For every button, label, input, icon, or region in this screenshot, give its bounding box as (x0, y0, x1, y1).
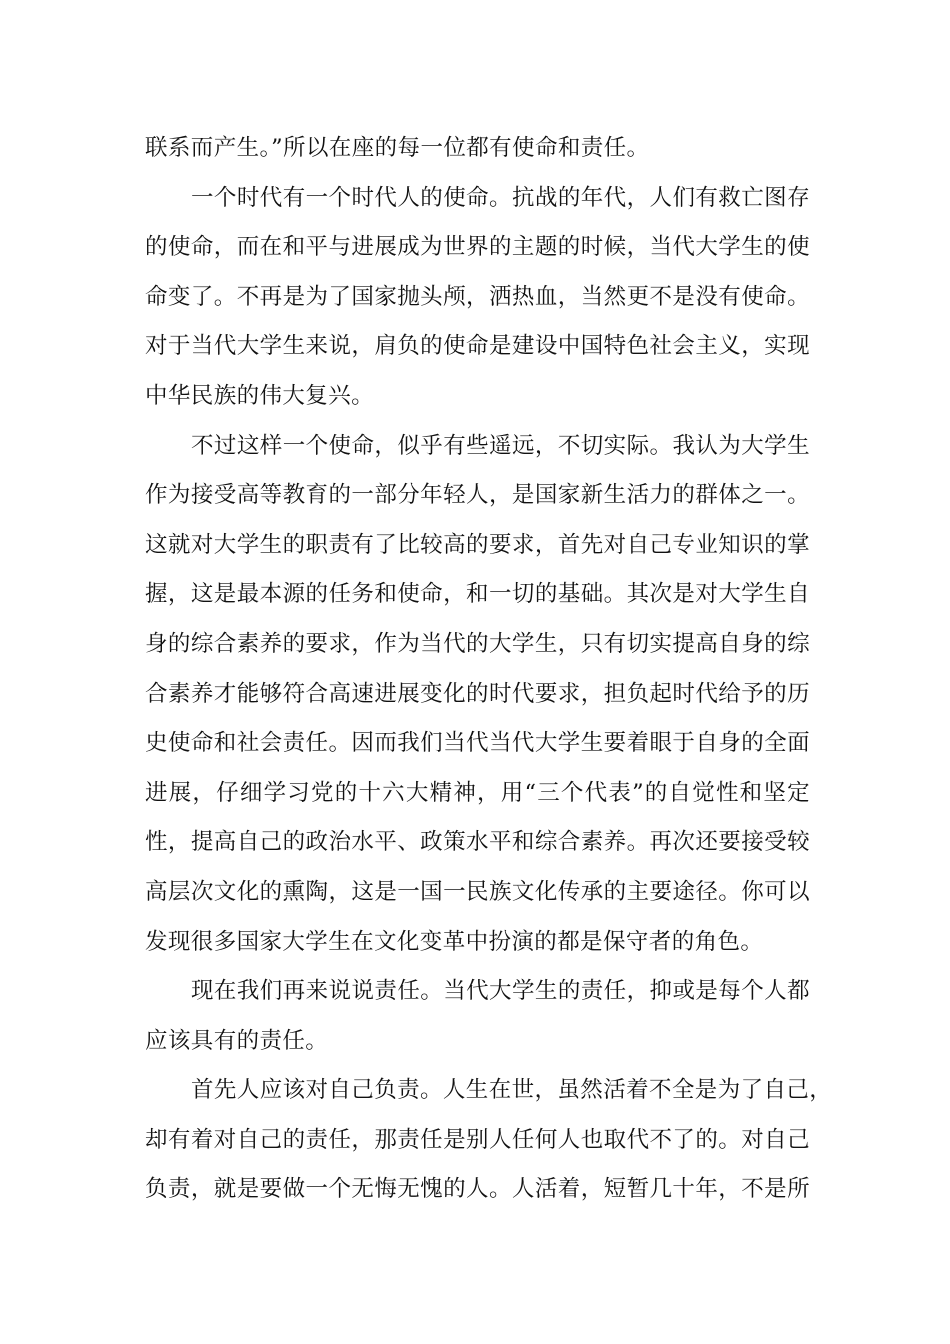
text-line: 首先人应该对自己负责。人生在世，虽然活着不全是为了自己， (191, 1077, 833, 1104)
text-line: 史使命和社会责任。因而我们当代当代大学生要着眼于自身的全面 (145, 730, 810, 757)
text-line: 身的综合素养的要求，作为当代的大学生，只有切实提高自身的综 (145, 630, 810, 657)
text-line: 对于当代大学生来说，肩负的使命是建设中国特色社会主义，实现 (145, 333, 810, 360)
text-line: 这就对大学生的职责有了比较高的要求，首先对自己专业知识的掌 (145, 531, 810, 558)
text-line: 不过这样一个使命，似乎有些遥远，不切实际。我认为大学生 (191, 432, 810, 459)
text-line: 联系而产生。”所以在座的每一位都有使命和责任。 (145, 135, 650, 161)
text-line: 合素养才能够符合高速进展变化的时代要求，担负起时代给予的历 (145, 680, 810, 707)
text-line: 一个时代有一个时代人的使命。抗战的年代，人们有救亡图存 (191, 184, 810, 211)
body-text (145, 124, 833, 1215)
text-line: 作为接受高等教育的一部分年轻人，是国家新生活力的群体之一。 (145, 482, 810, 509)
text-line: 的使命，而在和平与进展成为世界的主题的时候，当代大学生的使 (145, 234, 810, 261)
text-line: 负责，就是要做一个无悔无愧的人。人活着，短暂几十年，不是所 (145, 1176, 810, 1203)
text-line: 应该具有的责任。 (145, 1027, 329, 1054)
text-line: 现在我们再来说说责任。当代大学生的责任，抑或是每个人都 (191, 978, 810, 1005)
text-line: 性，提高自己的政治水平、政策水平和综合素养。再次还要接受较 (145, 829, 810, 856)
text-line: 发现很多国家大学生在文化变革中扮演的都是保守者的角色。 (145, 928, 764, 955)
text-line: 中华民族的伟大复兴。 (145, 382, 375, 409)
text-line: 却有着对自己的责任，那责任是别人任何人也取代不了的。对自己 (145, 1126, 810, 1153)
text-line: 高层次文化的熏陶，这是一国一民族文化传承的主要途径。你可以 (145, 878, 810, 905)
text-line: 进展，仔细学习党的十六大精神，用“三个代表”的自觉性和坚定 (145, 779, 810, 806)
text-line: 握，这是最本源的任务和使命，和一切的基础。其次是对大学生自 (145, 581, 810, 608)
text-line: 命变了。不再是为了国家抛头颅，洒热血，当然更不是没有使命。 (145, 283, 810, 310)
